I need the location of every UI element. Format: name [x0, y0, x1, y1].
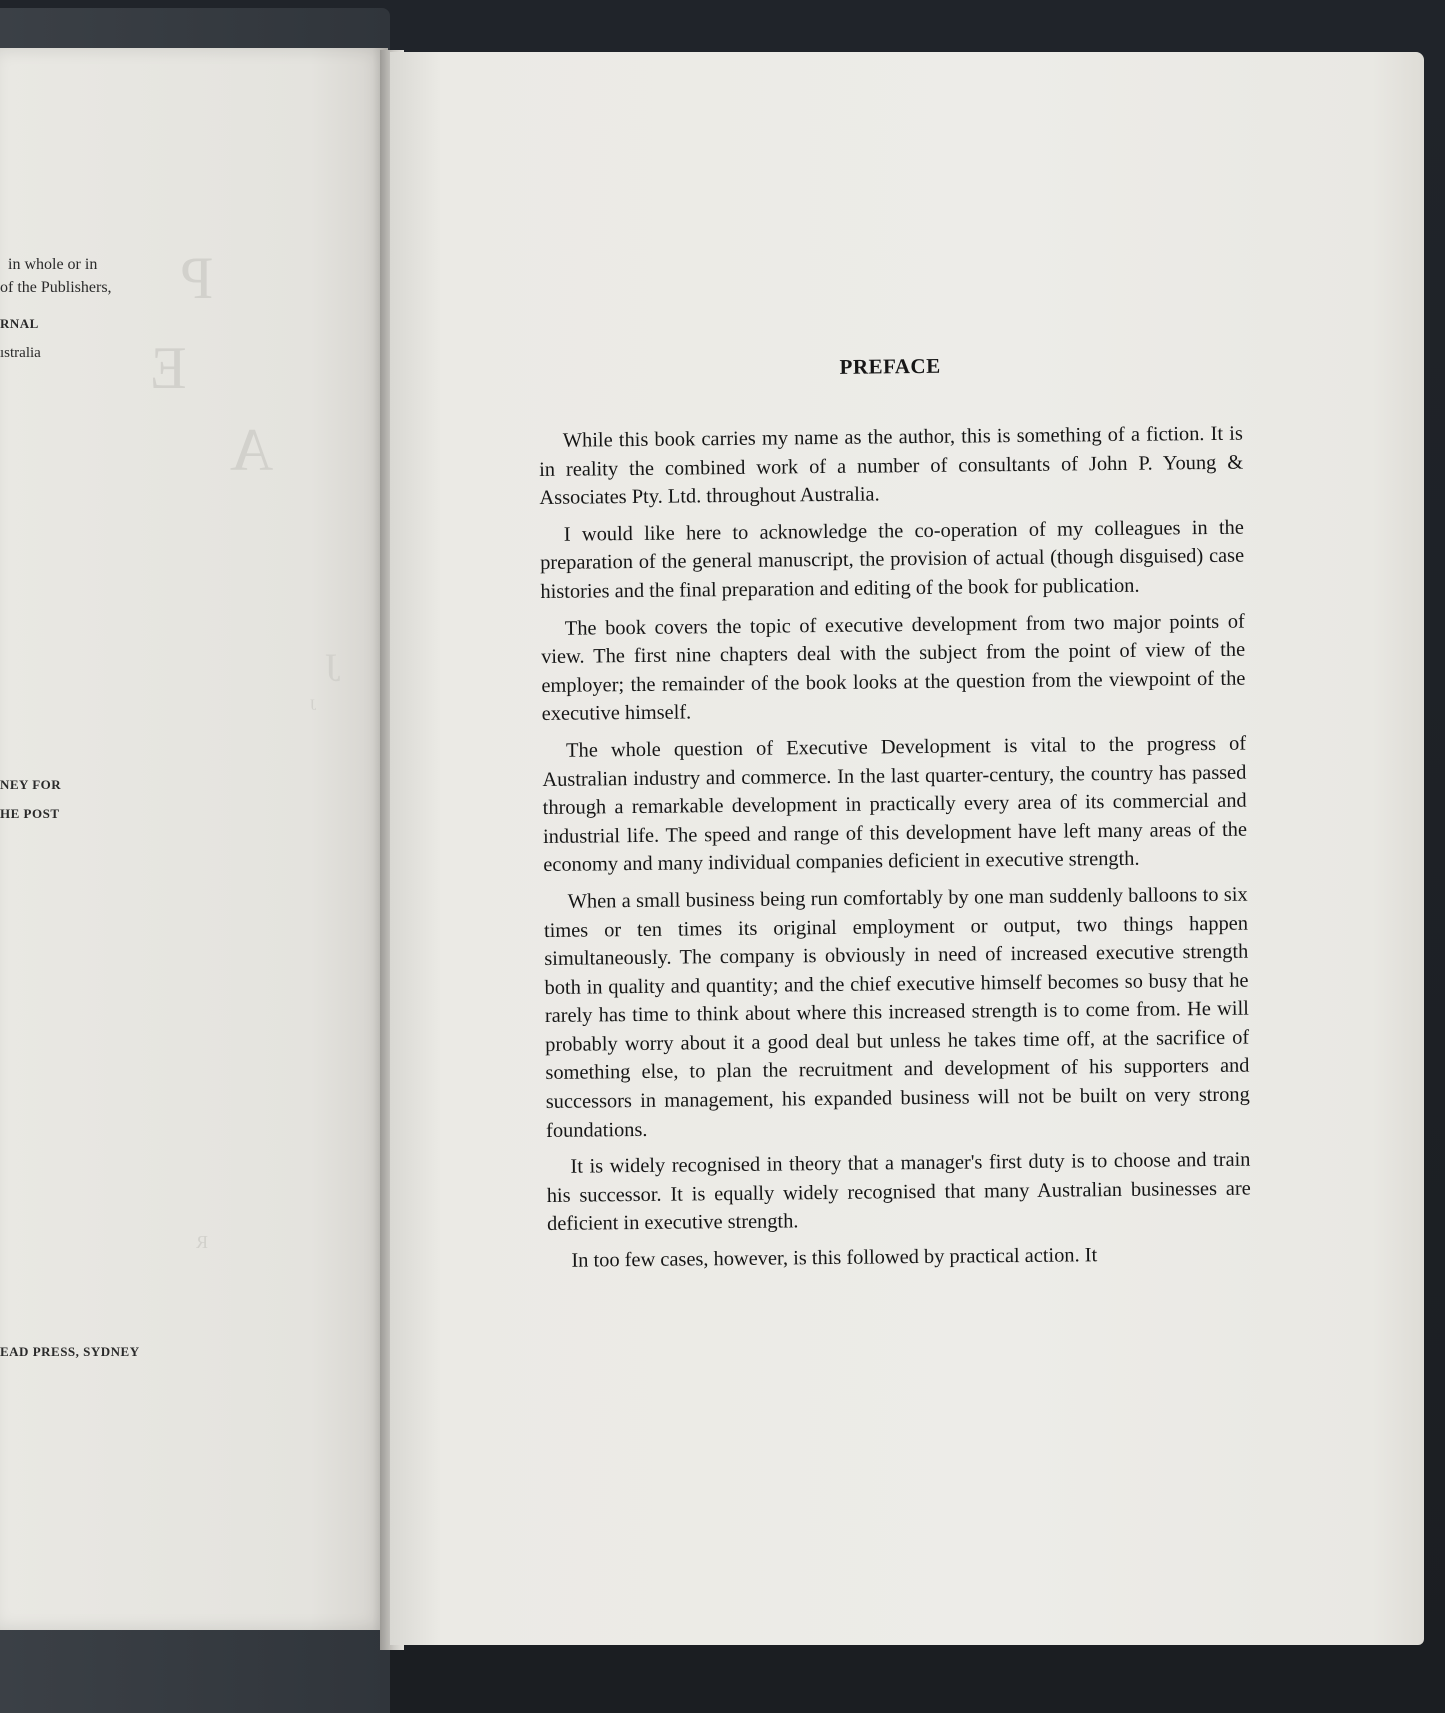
printer-imprint: EAD PRESS, SYDNEY	[0, 1344, 140, 1359]
left-page	[0, 48, 388, 1630]
show-through-glyph: E	[150, 335, 187, 401]
imprint-line: NEY FOR	[0, 777, 62, 792]
preface-paragraph: While this book carries my name as the author, this is something of a fiction. It is in reality the combined work of a number of consultants of John P. Young & Associates Pty. Ltd. throughout Australia.	[539, 422, 1244, 510]
preface-paragraph: In too few cases, however, is this followed by practical action. It	[571, 1244, 1098, 1272]
preface-paragraph: I would like here to acknowledge the co-operation of my colleagues in the preparation of the general manuscript, the provision of actual (though disguised) case histories and the final preparation and editing of the book for publication.	[540, 516, 1245, 603]
right-page	[390, 52, 1424, 1645]
preface-paragraph: The book covers the topic of executive development from two major points of view. The first nine chapters deal with the subject from the point of view of the employer; the remainder of the book looks at the question from the viewpoint of the executive himself.	[541, 610, 1246, 726]
show-through-glyph: R	[190, 1232, 209, 1252]
imprint-line: of the Publishers,	[0, 279, 112, 296]
imprint-line: RNAL	[0, 316, 39, 331]
preface-paragraph: It is widely recognised in theory that a manager's first duty is to choose and train his successor. It is equally widely recognised that many Australian businesses are deficient in executive strength.	[546, 1148, 1251, 1236]
imprint-line: in whole or in	[8, 256, 98, 273]
imprint-line: HE POST	[0, 806, 60, 821]
preface-paragraph: When a small business being run comfortably by one man suddenly balloons to six times or ten times its original employment or output, two things happen simultaneously. The company is obviously in need of increased executive strength both in quality and quantity; and the chief executive himself becomes so busy that he rarely has time to think about where this increased strength is to come from. He will probably worry about it a good deal but unless he takes time off, at the sacrifice of something else, to plan the recruitment and development of his supporters and successors in management, his expanded business will not be built on very strong foundations.	[543, 883, 1250, 1142]
show-through-glyph: J	[325, 645, 341, 690]
preface-text-block	[538, 351, 1252, 1284]
page-title: PREFACE	[839, 353, 941, 379]
reverse-side-show-through	[520, 180, 1240, 348]
imprint-line: ıstralia	[0, 345, 41, 361]
show-through-glyph: A	[230, 417, 274, 483]
preface-paragraph: The whole question of Executive Development is vital to the progress of Australian industry and commerce. In the last quarter-century, the country has passed through a remarkable development in practically every area of its commercial and industrial life. The speed and range of this development have left many areas of the economy and many individual companies deficient in executive strength.	[542, 732, 1248, 877]
show-through-glyph: P	[180, 245, 214, 311]
show-through-glyph: J	[310, 697, 317, 714]
